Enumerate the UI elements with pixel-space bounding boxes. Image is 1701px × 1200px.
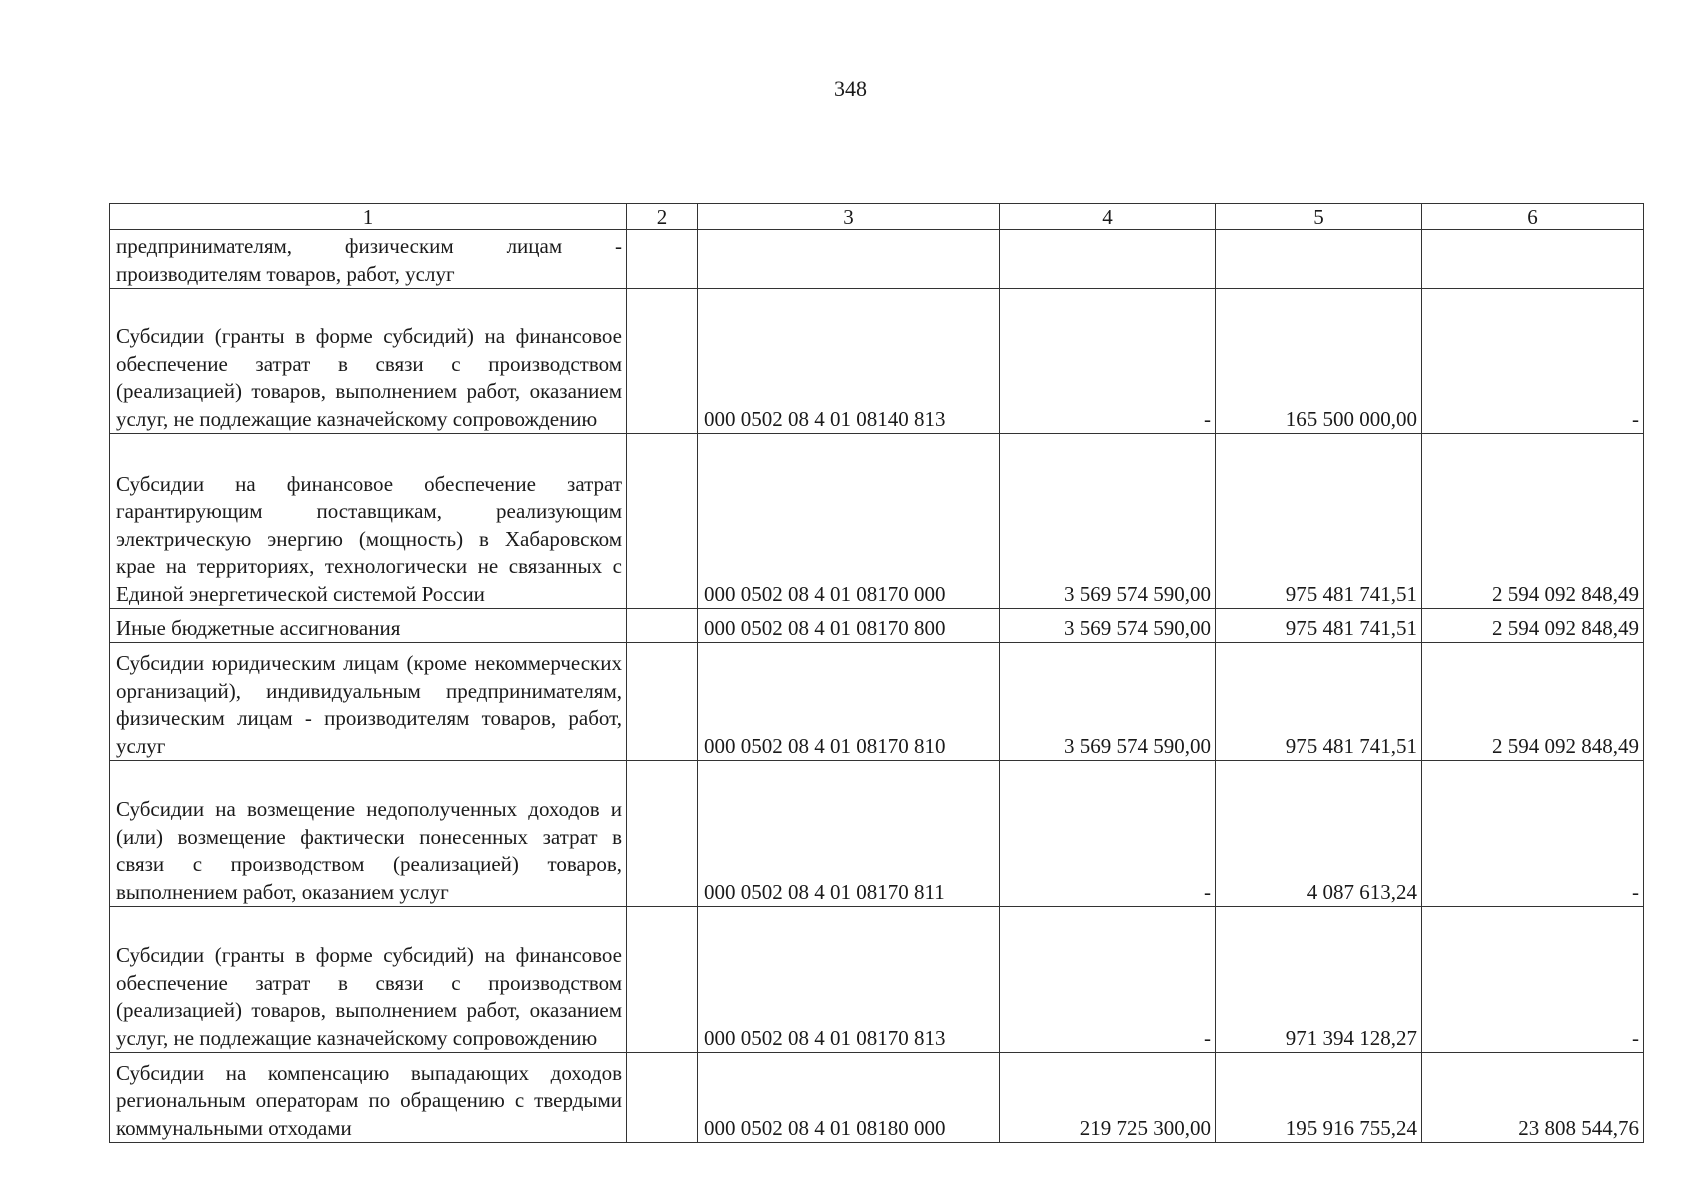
row-col2 xyxy=(627,230,698,289)
row-code: 000 0502 08 4 01 08170 811 xyxy=(698,761,1000,907)
table-row xyxy=(110,761,1644,907)
row-value-4: 3 569 574 590,00 xyxy=(1000,609,1216,643)
row-value-5: 4 087 613,24 xyxy=(1216,761,1422,907)
row-name: Иные бюджетные ассигнования xyxy=(110,609,627,643)
header-col-2: 2 xyxy=(627,204,698,230)
table-row xyxy=(110,1053,1644,1143)
row-value-6: 23 808 544,76 xyxy=(1422,1053,1644,1143)
row-value-6: 2 594 092 848,49 xyxy=(1422,434,1644,609)
row-code: 000 0502 08 4 01 08170 000 xyxy=(698,434,1000,609)
table-row xyxy=(110,230,1644,289)
row-value-6: - xyxy=(1422,289,1644,434)
row-value-5: 165 500 000,00 xyxy=(1216,289,1422,434)
row-col2 xyxy=(627,289,698,434)
row-name: Субсидии на компенсацию выпадающих доходов региональным операторам по обращению с твердыми коммунальными отходами xyxy=(110,1053,627,1143)
row-code: 000 0502 08 4 01 08170 813 xyxy=(698,907,1000,1053)
table-row xyxy=(110,289,1644,434)
row-value-6 xyxy=(1422,230,1644,289)
row-value-5 xyxy=(1216,230,1422,289)
row-value-4 xyxy=(1000,230,1216,289)
row-name: Субсидии юридическим лицам (кроме некоммерческих организаций), индивидуальным предпринимателям, физическим лицам - производителям товаров, работ, услуг xyxy=(110,643,627,761)
row-name: Субсидии на возмещение недополученных доходов и (или) возмещение фактически понесенных затрат в связи с производством (реализацией) товаров, выполнением работ, оказанием услуг xyxy=(110,761,627,907)
row-col2 xyxy=(627,643,698,761)
row-value-6: 2 594 092 848,49 xyxy=(1422,643,1644,761)
row-value-6: - xyxy=(1422,761,1644,907)
row-col2 xyxy=(627,609,698,643)
row-value-5: 975 481 741,51 xyxy=(1216,643,1422,761)
page-number: 348 xyxy=(834,76,867,101)
header-col-4: 4 xyxy=(1000,204,1216,230)
row-value-4: - xyxy=(1000,289,1216,434)
row-col2 xyxy=(627,1053,698,1143)
row-value-4: - xyxy=(1000,907,1216,1053)
row-value-5: 975 481 741,51 xyxy=(1216,609,1422,643)
row-col2 xyxy=(627,761,698,907)
row-value-6: - xyxy=(1422,907,1644,1053)
table-row xyxy=(110,609,1644,643)
row-value-5: 975 481 741,51 xyxy=(1216,434,1422,609)
row-value-4: - xyxy=(1000,761,1216,907)
table-row xyxy=(110,643,1644,761)
header-col-5: 5 xyxy=(1216,204,1422,230)
table-row xyxy=(110,907,1644,1053)
row-code: 000 0502 08 4 01 08140 813 xyxy=(698,289,1000,434)
row-name: Субсидии (гранты в форме субсидий) на финансовое обеспечение затрат в связи с производством (реализацией) товаров, выполнением работ, оказанием услуг, не подлежащие казначейскому сопровождению xyxy=(110,907,627,1053)
row-code: 000 0502 08 4 01 08180 000 xyxy=(698,1053,1000,1143)
row-code: 000 0502 08 4 01 08170 810 xyxy=(698,643,1000,761)
row-name: Субсидии на финансовое обеспечение затрат гарантирующим поставщикам, реализующим электрическую энергию (мощность) в Хабаровском крае на территориях, технологически не связанных с Единой энергетической системой России xyxy=(110,434,627,609)
header-col-3: 3 xyxy=(698,204,1000,230)
row-name: предпринимателям, физическим лицам - производителям товаров, работ, услуг xyxy=(110,230,627,289)
row-name: Субсидии (гранты в форме субсидий) на финансовое обеспечение затрат в связи с производством (реализацией) товаров, выполнением работ, оказанием услуг, не подлежащие казначейскому сопровождению xyxy=(110,289,627,434)
table-body xyxy=(110,230,1644,1143)
header-col-1: 1 xyxy=(110,204,627,230)
row-col2 xyxy=(627,907,698,1053)
header-row xyxy=(110,204,1644,230)
row-value-4: 3 569 574 590,00 xyxy=(1000,643,1216,761)
budget-table xyxy=(109,203,1644,1143)
row-value-4: 219 725 300,00 xyxy=(1000,1053,1216,1143)
table-header xyxy=(110,204,1644,230)
row-value-4: 3 569 574 590,00 xyxy=(1000,434,1216,609)
row-value-5: 971 394 128,27 xyxy=(1216,907,1422,1053)
row-value-6: 2 594 092 848,49 xyxy=(1422,609,1644,643)
row-value-5: 195 916 755,24 xyxy=(1216,1053,1422,1143)
row-col2 xyxy=(627,434,698,609)
table-row xyxy=(110,434,1644,609)
row-code xyxy=(698,230,1000,289)
header-col-6: 6 xyxy=(1422,204,1644,230)
row-code: 000 0502 08 4 01 08170 800 xyxy=(698,609,1000,643)
